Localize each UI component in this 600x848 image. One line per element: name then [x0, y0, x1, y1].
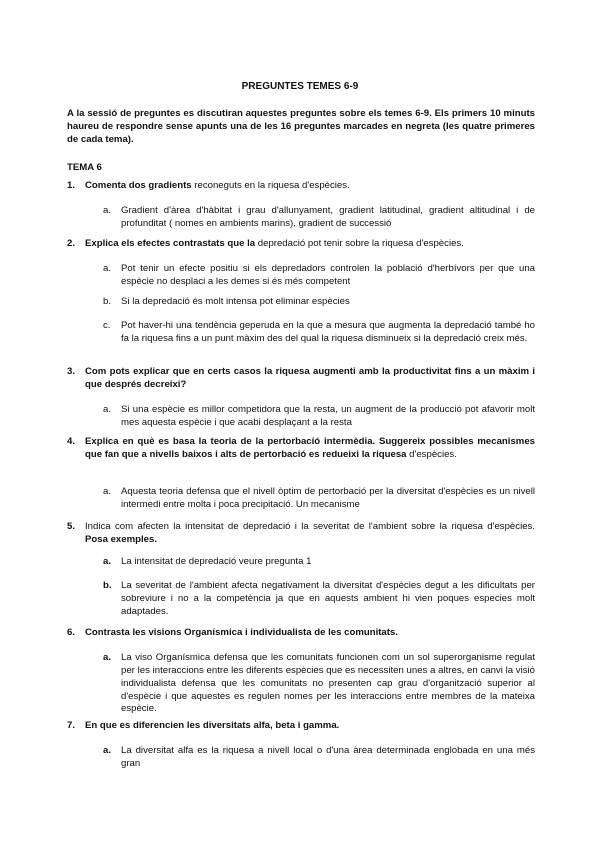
- answer-letter: a.: [103, 745, 112, 756]
- answer-letter: a.: [103, 556, 112, 567]
- answer-1a: [103, 205, 535, 231]
- question-number: 4.: [67, 436, 76, 447]
- answer-text: Pot haver-hi una tendència geperuda en la que a mesura que augmenta la depredació també ho fa la riquesa fins a un punt màxim des del qual la riquesa disminueix si la depredació creix més.: [121, 320, 535, 344]
- answer-letter: a.: [103, 205, 112, 216]
- question-6: [67, 627, 535, 640]
- answer-6a: [103, 652, 535, 716]
- answer-text: La diversitat alfa es la riquesa a nivell local o d'una àrea determinada englobada en una més gran: [121, 745, 535, 769]
- answer-2c: [103, 320, 535, 346]
- question-text: Indica com afecten la intensitat de depredació i la severitat de l'ambient sobre la riquesa d'espècies.: [85, 521, 535, 532]
- question-number: 5.: [67, 521, 76, 532]
- question-bold-text: Com pots explicar que en certs casos la riquesa augmenti amb la productivitat fins a un màxim i que després decreixi?: [85, 366, 535, 390]
- question-text: reconeguts en la riquesa d'espècies.: [191, 180, 350, 191]
- question-bold-text: Explica en què es basa la teoria de la pertorbació intermèdia. Suggereix possibles mecanismes que fan que a nivells baixos i alts de pertorbació es redueixi la riquesa: [85, 436, 535, 460]
- question-2: [67, 238, 535, 251]
- answer-letter: a.: [103, 486, 112, 497]
- answer-text: Aquesta teoria defensa que el nivell òptim de pertorbació per la diversitat d'espècies es un nivell intermedi entre molta i poca precipitació. Un mecanisme: [121, 486, 535, 510]
- question-bold-text: Contrasta les visions Organísmica i individualista de les comunitats.: [85, 627, 398, 638]
- page-title: PREGUNTES TEMES 6-9: [241, 81, 359, 92]
- question-5: [67, 521, 535, 547]
- answer-text: Gradient d'àrea d'hàbitat i grau d'allunyament, gradient latitudinal, gradient altitudinal i de profunditat ( nomes en ambients marins), gradient de successió: [121, 205, 535, 229]
- answer-5b: [103, 580, 535, 619]
- question-text: depredació pot tenir sobre la riquesa d'espècies.: [255, 238, 464, 249]
- answer-letter: c.: [103, 320, 111, 331]
- answer-7a: [103, 745, 535, 771]
- question-bold-text: Comenta dos gradients: [85, 180, 192, 191]
- answer-letter: a.: [103, 404, 112, 415]
- answer-2a: [103, 263, 535, 289]
- answer-letter: a.: [103, 652, 112, 663]
- question-bold-text: En que es diferencien les diversitats alfa, beta i gamma.: [85, 720, 340, 731]
- question-number: 2.: [67, 238, 76, 249]
- question-bold-text: Posa exemples.: [85, 533, 157, 545]
- answer-4a: [103, 486, 535, 512]
- question-number: 7.: [67, 720, 76, 731]
- question-bold-text: Explica els efectes contrastats que la: [85, 238, 256, 249]
- answer-3a: [103, 404, 535, 430]
- question-3: [67, 366, 535, 392]
- intro-paragraph: A la sessió de preguntes es discutiran aquestes preguntes sobre els temes 6-9. Els primers 10 minuts haureu de respondre sense apunts una de les 16 preguntes marcades en negreta (les quatre primeres de cada tema).: [67, 108, 535, 145]
- section-heading: TEMA 6: [67, 162, 102, 173]
- question-text: d'espècies.: [406, 448, 457, 460]
- answer-5a: [103, 556, 535, 569]
- question-1: [67, 180, 535, 193]
- answer-text: Pot tenir un efecte positiu si els depredadors controlen la població d'herbívors per que una espècie no desplaci a les demes si és més competent: [121, 263, 535, 287]
- question-number: 3.: [67, 366, 76, 377]
- answer-text: La intensitat de depredació veure pregunta 1: [121, 556, 312, 567]
- answer-text: La viso Organísmica defensa que les comunitats funcionen com un sol superorganisme regulat per les interaccions entre les diferents espècies que es necessiten unes a altres, en canvi la visió individualista defensa que les comunitats no presenten cap grau d'organització superior al d'espècie i que aquestes es regulen nomes per les interaccions entre membres de la mateixa espècie.: [121, 652, 535, 715]
- answer-2b: [103, 296, 535, 309]
- answer-text: Si una espècie es millor competidora que la resta, un augment de la producció pot afavorir molt mes aquesta espècie i que acabi desplaçant a la resta: [121, 404, 535, 428]
- answer-letter: a.: [103, 263, 112, 274]
- question-7: [67, 720, 535, 733]
- question-number: 6.: [67, 627, 76, 638]
- question-number: 1.: [67, 180, 76, 191]
- answer-letter: b.: [103, 580, 112, 591]
- answer-text: La severitat de l'ambient afecta negativament la diversitat d'espècies degut a les dificultats per sobreviure i no a la competència ja que en aquests ambient hi vien poques especies molt adaptades.: [121, 580, 535, 617]
- answer-text: Si la depredació és molt intensa pot eliminar espècies: [121, 296, 350, 307]
- question-4: [67, 436, 535, 462]
- answer-letter: b.: [103, 296, 112, 307]
